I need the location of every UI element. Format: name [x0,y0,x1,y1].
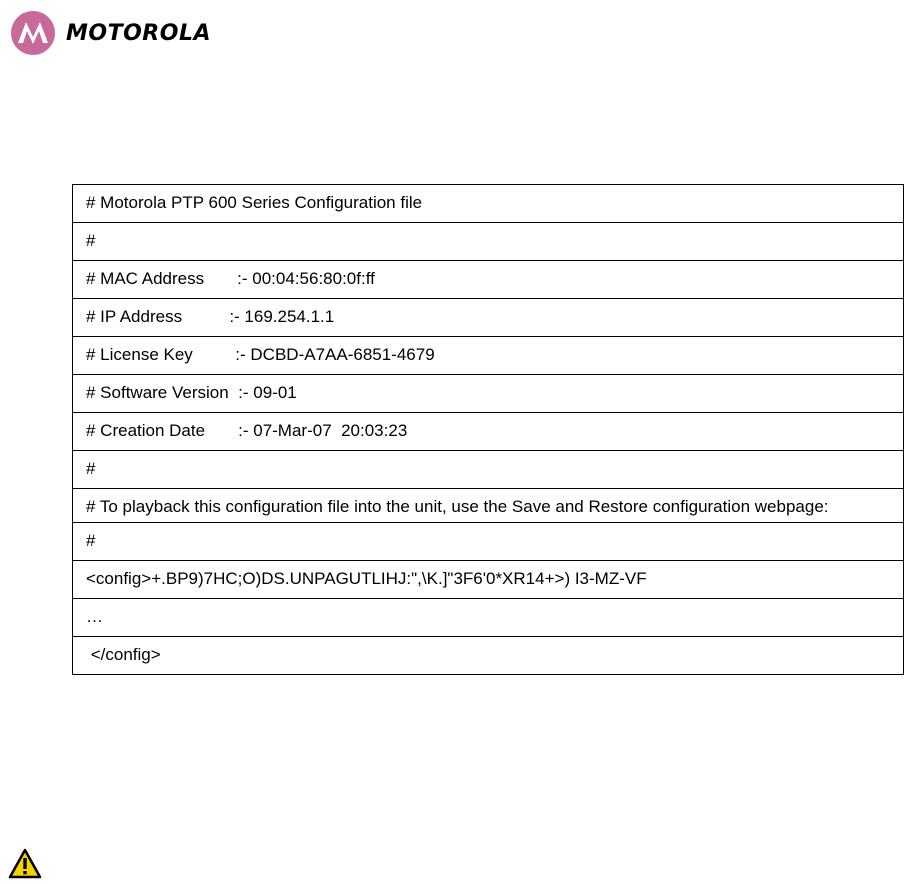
config-line: # MAC Address :- 00:04:56:80:0f:ff [73,261,904,299]
config-line: # [73,223,904,261]
table-row [73,523,904,561]
table-row [73,375,904,413]
config-line: # To playback this configuration file into the unit, use the Save and Restore configuration webpage: [73,489,904,523]
page-header [10,10,211,56]
config-line: … [73,599,904,637]
config-line: # Creation Date :- 07-Mar-07 20:03:23 [73,413,904,451]
table-row [73,337,904,375]
table-row [73,185,904,223]
table-row [73,261,904,299]
motorola-logo-icon [10,10,56,56]
table-row [73,637,904,675]
table-row [73,299,904,337]
config-line: # License Key :- DCBD-A7AA-6851-4679 [73,337,904,375]
table-row [73,561,904,599]
config-line: # IP Address :- 169.254.1.1 [73,299,904,337]
config-line: </config> [73,637,904,675]
table-row [73,413,904,451]
table-row [73,599,904,637]
config-line: # [73,523,904,561]
table-row [73,223,904,261]
table-row [73,489,904,523]
config-line: <config>+.BP9)7HC;O)DS.UNPAGUTLIHJ:",\K.]"3F6'0*XR14+>) I3-MZ-VF [73,561,904,599]
brand-wordmark: MOTOROLA [66,20,211,46]
config-file-table [72,184,904,675]
config-line: # Software Version :- 09-01 [73,375,904,413]
config-line: # [73,451,904,489]
table-row [73,451,904,489]
config-line: # Motorola PTP 600 Series Configuration file [73,185,904,223]
warning-icon [8,848,42,880]
